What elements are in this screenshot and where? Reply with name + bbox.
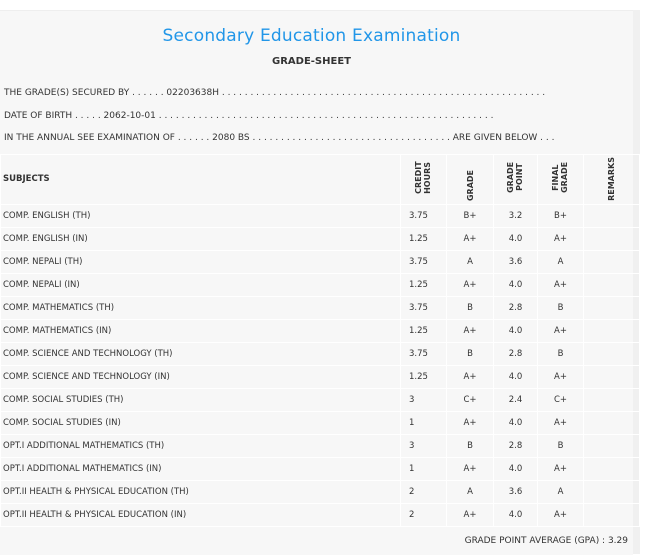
table-row — [1, 342, 640, 365]
grade-point-cell: 4.0 — [494, 273, 538, 296]
grade-point-cell: 2.8 — [494, 342, 538, 365]
credit-hours-cell: 1.25 — [401, 273, 447, 296]
table-row — [1, 411, 640, 434]
gpa-summary: GRADE POINT AVERAGE (GPA) : 3.29 — [464, 536, 628, 546]
remarks-cell — [584, 388, 640, 411]
subject-cell: COMP. SCIENCE AND TECHNOLOGY (TH) — [1, 342, 401, 365]
table-row — [1, 227, 640, 250]
grade-cell: A — [447, 480, 494, 503]
page-title: Secondary Education Examination — [162, 26, 461, 46]
grade-cell: A+ — [447, 319, 494, 342]
final-grade-cell: A+ — [538, 457, 584, 480]
table-row — [1, 480, 640, 503]
credit-hours-cell: 3 — [401, 388, 447, 411]
credit-hours-cell: 3.75 — [401, 250, 447, 273]
page-subtitle: GRADE-SHEET — [272, 56, 351, 67]
grade-cell: B+ — [447, 204, 494, 227]
credit-hours-cell: 2 — [401, 480, 447, 503]
credit-hours-cell: 1 — [401, 411, 447, 434]
remarks-cell — [584, 503, 640, 526]
remarks-cell — [584, 365, 640, 388]
subject-cell: OPT.II HEALTH & PHYSICAL EDUCATION (IN) — [1, 503, 401, 526]
header-remarks: REMARKS — [584, 155, 640, 205]
final-grade-cell: A+ — [538, 503, 584, 526]
grade-point-cell: 4.0 — [494, 411, 538, 434]
grade-point-cell: 2.8 — [494, 434, 538, 457]
table-row — [1, 296, 640, 319]
table-row — [1, 434, 640, 457]
subject-cell: COMP. MATHEMATICS (TH) — [1, 296, 401, 319]
subject-cell: COMP. SOCIAL STUDIES (TH) — [1, 388, 401, 411]
subject-cell: COMP. ENGLISH (IN) — [1, 227, 401, 250]
remarks-cell — [584, 319, 640, 342]
final-grade-cell: B — [538, 434, 584, 457]
header-grade-point: GRADE POINT — [494, 155, 538, 205]
subject-cell: OPT.I ADDITIONAL MATHEMATICS (IN) — [1, 457, 401, 480]
subject-cell: COMP. MATHEMATICS (IN) — [1, 319, 401, 342]
exam-line: IN THE ANNUAL SEE EXAMINATION OF . . . . . . 2080 BS . . . . . . . . . . . . . . . . . . . . . . . . . . . . . . . . . . . ARE GIVEN BELOW . . . — [4, 133, 555, 143]
final-grade-cell: C+ — [538, 388, 584, 411]
remarks-cell — [584, 411, 640, 434]
final-grade-cell: A+ — [538, 411, 584, 434]
subject-cell: OPT.I ADDITIONAL MATHEMATICS (TH) — [1, 434, 401, 457]
grade-point-cell: 4.0 — [494, 365, 538, 388]
grade-cell: A+ — [447, 503, 494, 526]
remarks-cell — [584, 296, 640, 319]
credit-hours-cell: 3.75 — [401, 204, 447, 227]
final-grade-cell: A — [538, 480, 584, 503]
grade-point-cell: 4.0 — [494, 503, 538, 526]
final-grade-cell: A+ — [538, 365, 584, 388]
header-final-grade: FINAL GRADE — [538, 155, 584, 205]
grade-point-cell: 2.4 — [494, 388, 538, 411]
credit-hours-cell: 3.75 — [401, 342, 447, 365]
grade-point-cell: 3.2 — [494, 204, 538, 227]
secured-by-line: THE GRADE(S) SECURED BY . . . . . . 02203638H . . . . . . . . . . . . . . . . . . . . . . . . . . . . . . . . . . . . . . . . . . . . . . . . . . . . . . . . . — [4, 88, 546, 98]
grade-cell: A+ — [447, 411, 494, 434]
table-row — [1, 273, 640, 296]
final-grade-cell: B — [538, 296, 584, 319]
grade-cell: C+ — [447, 388, 494, 411]
final-grade-cell: A+ — [538, 319, 584, 342]
subject-cell: COMP. ENGLISH (TH) — [1, 204, 401, 227]
final-grade-cell: A+ — [538, 227, 584, 250]
dob-line: DATE OF BIRTH . . . . . 2062-10-01 . . . . . . . . . . . . . . . . . . . . . . . . . . . . . . . . . . . . . . . . . . . . . . . . . . . . . . . . . . . — [4, 111, 494, 121]
header-grade: GRADE — [447, 155, 494, 205]
remarks-cell — [584, 342, 640, 365]
grade-point-cell: 3.6 — [494, 250, 538, 273]
grade-cell: B — [447, 342, 494, 365]
subject-cell: COMP. NEPALI (IN) — [1, 273, 401, 296]
grade-point-cell: 2.8 — [494, 296, 538, 319]
grades-table — [0, 154, 640, 527]
final-grade-cell: B — [538, 342, 584, 365]
remarks-cell — [584, 457, 640, 480]
table-header — [1, 155, 640, 205]
remarks-cell — [584, 227, 640, 250]
grade-cell: A+ — [447, 457, 494, 480]
table-row — [1, 204, 640, 227]
subject-cell: COMP. NEPALI (TH) — [1, 250, 401, 273]
remarks-cell — [584, 204, 640, 227]
subject-cell: COMP. SOCIAL STUDIES (IN) — [1, 411, 401, 434]
grade-cell: A+ — [447, 227, 494, 250]
credit-hours-cell: 1.25 — [401, 319, 447, 342]
grade-point-cell: 3.6 — [494, 480, 538, 503]
table-row — [1, 365, 640, 388]
remarks-cell — [584, 250, 640, 273]
table-row — [1, 503, 640, 526]
table-row — [1, 250, 640, 273]
subject-cell: OPT.II HEALTH & PHYSICAL EDUCATION (TH) — [1, 480, 401, 503]
final-grade-cell: B+ — [538, 204, 584, 227]
header-subjects: SUBJECTS — [1, 155, 401, 205]
final-grade-cell: A+ — [538, 273, 584, 296]
grade-point-cell: 4.0 — [494, 319, 538, 342]
grade-cell: B — [447, 434, 494, 457]
grade-cell: B — [447, 296, 494, 319]
credit-hours-cell: 2 — [401, 503, 447, 526]
grade-cell: A+ — [447, 273, 494, 296]
credit-hours-cell: 1 — [401, 457, 447, 480]
table-row — [1, 457, 640, 480]
grade-cell: A+ — [447, 365, 494, 388]
credit-hours-cell: 3 — [401, 434, 447, 457]
remarks-cell — [584, 434, 640, 457]
header-credit-hours: CREDIT HOURS — [401, 155, 447, 205]
grade-point-cell: 4.0 — [494, 457, 538, 480]
remarks-cell — [584, 480, 640, 503]
credit-hours-cell: 1.25 — [401, 365, 447, 388]
final-grade-cell: A — [538, 250, 584, 273]
grade-cell: A — [447, 250, 494, 273]
table-row — [1, 388, 640, 411]
subject-cell: COMP. SCIENCE AND TECHNOLOGY (IN) — [1, 365, 401, 388]
credit-hours-cell: 3.75 — [401, 296, 447, 319]
remarks-cell — [584, 273, 640, 296]
credit-hours-cell: 1.25 — [401, 227, 447, 250]
table-row — [1, 319, 640, 342]
grade-point-cell: 4.0 — [494, 227, 538, 250]
